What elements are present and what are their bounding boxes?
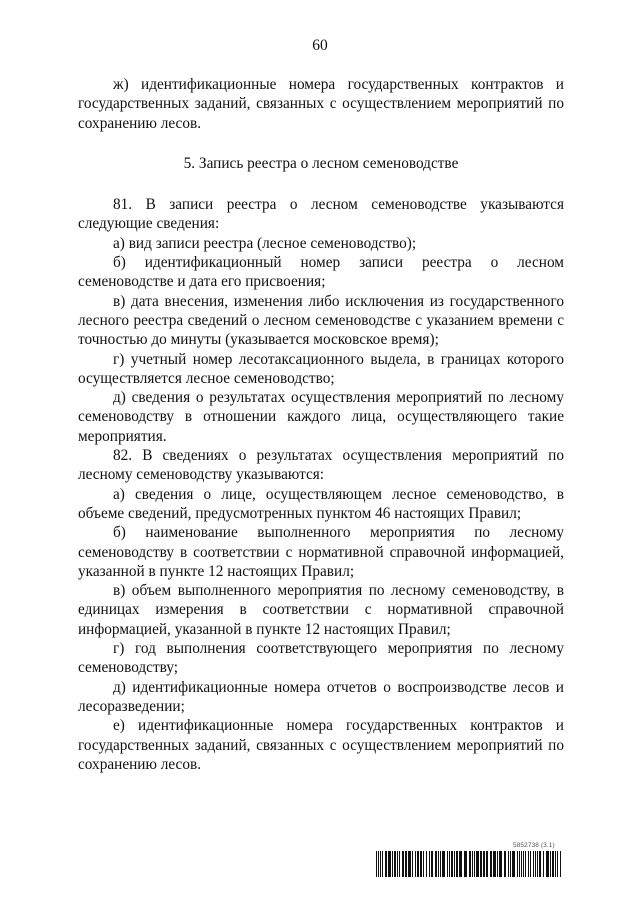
section-title: 5. Запись реестра о лесном семеноводстве bbox=[183, 154, 459, 172]
barcode-image bbox=[376, 851, 564, 877]
page-number: 60 bbox=[312, 37, 328, 54]
paragraph-82: 82. В сведениях о результатах осуществления мероприятий по лесному семеноводству указываются: bbox=[78, 447, 564, 484]
paragraph-82-e: е) идентификационные номера государственных контрактов и государственных заданий, связанных с осуществлением мероприятий по сохранению лесов. bbox=[78, 717, 564, 773]
paragraph-81-g: г) учетный номер лесотаксационного выдела, в границах которого осуществляется лесное семеноводство; bbox=[78, 350, 564, 387]
document-body bbox=[78, 75, 564, 774]
document-code: 5852738 (3.1) bbox=[513, 842, 555, 849]
paragraph-81-a: а) вид записи реестра (лесное семеноводство); bbox=[113, 234, 417, 252]
paragraph-82-d: д) идентификационные номера отчетов о воспроизводстве лесов и лесоразведении; bbox=[78, 678, 564, 715]
paragraph-intro: ж) идентификационные номера государственных контрактов и государственных заданий, связанных с осуществлением мероприятий по сохранению лесов. bbox=[78, 76, 564, 132]
paragraph-81-d: д) сведения о результатах осуществления мероприятий по лесному семеноводству в отношении каждого лица, осуществляющего такие мероприятия. bbox=[78, 389, 564, 445]
paragraph-81-v: в) дата внесения, изменения либо исключения из государственного лесного реестра сведений о лесном семеноводстве с указанием времени с точностью до минуты (указывается московское время); bbox=[78, 292, 564, 349]
paragraph-82-b: б) наименование выполненного мероприятия по лесному семеноводству в соответствии с нормативной справочной информацией, указанной в пункте 12 настоящих Правил; bbox=[78, 524, 564, 580]
paragraph-82-v: в) объем выполненного мероприятия по лесному семеноводству, в единицах измерения в соответствии с нормативной справочной информацией, указанной в пункте 12 настоящих Правил; bbox=[78, 582, 564, 638]
paragraph-82-a: а) сведения о лице, осуществляющем лесное семеноводство, в объеме сведений, предусмотренных пунктом 46 настоящих Правил; bbox=[78, 485, 564, 522]
paragraph-81: 81. В записи реестра о лесном семеноводстве указываются следующие сведения: bbox=[78, 196, 564, 233]
paragraph-81-b: б) идентификационный номер записи реестра о лесном семеноводстве и дата его присвоения; bbox=[78, 254, 564, 291]
paragraph-82-g: г) год выполнения соответствующего мероприятия по лесному семеноводству; bbox=[78, 640, 564, 677]
